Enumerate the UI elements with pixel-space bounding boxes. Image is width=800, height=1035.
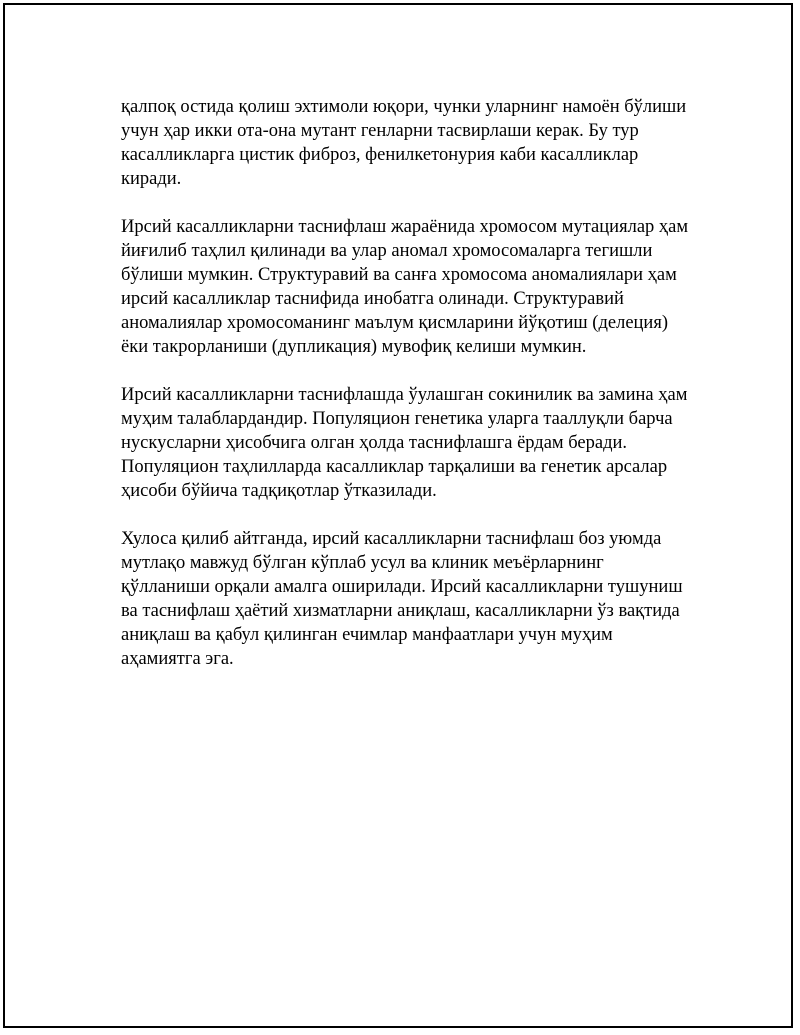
text-line: касалликларга цистик фиброз, фенилкетонурия каби касалликлар <box>121 145 639 165</box>
text-line: киради. <box>121 169 182 189</box>
text-line: Ирсий касалликларни таснифлаш жараёнида хромосом мутациялар ҳам <box>121 217 689 237</box>
text-line: ва таснифлаш ҳаётий хизматларни аниқлаш, касалликларни ўз вақтида <box>121 601 680 621</box>
text-line: аномалиялар хромосоманинг маълум қисмларини йўқотиш (делеция) <box>121 313 669 333</box>
text-line: Хулоса қилиб айтганда, ирсий касалликларни таснифлаш боз уюмда <box>121 529 662 549</box>
text-line: учун ҳар икки ота-она мутант генларни тасвирлаши керак. Бу тур <box>121 121 639 141</box>
text-line: ирсий касалликлар таснифида инобатга олинади. Структуравий <box>121 289 624 309</box>
text-line: Ирсий касалликларни таснифлашда ўулашган сокинилик ва замина ҳам <box>121 385 688 405</box>
text-line: бўлиши мумкин. Структуравий ва санға хромосома аномалиялари ҳам <box>121 265 677 285</box>
text-line: мутлақо мавжуд бўлган кўплаб усул ва клиник меъёрларнинг <box>121 553 604 573</box>
document-body <box>121 95 701 695</box>
text-line: аниқлаш ва қабул қилинган ечимлар манфаатлари учун муҳим <box>121 625 613 645</box>
text-line: йиғилиб таҳлил қилинади ва улар аномал хромосомаларга тегишли <box>121 241 653 261</box>
paragraph-2 <box>121 215 701 359</box>
text-line: муҳим талаблардандир. Популяцион генетика уларга тааллуқли барча <box>121 409 673 429</box>
paragraph-3 <box>121 383 701 503</box>
text-line: ёки такрорланиши (дупликация) мувофиқ келиши мумкин. <box>121 337 587 357</box>
document-page <box>3 3 793 1028</box>
text-line: ҳисоби бўйича тадқиқотлар ўтказилади. <box>121 481 437 501</box>
text-line: қўлланиши орқали амалга оширилади. Ирсий касалликларни тушуниш <box>121 577 683 597</box>
text-line: Популяцион таҳлилларда касалликлар тарқалиши ва генетик арсалар <box>121 457 668 477</box>
text-line: аҳамиятга эга. <box>121 649 234 669</box>
paragraph-1 <box>121 95 701 191</box>
text-line: қалпоқ остида қолиш эхтимоли юқори, чунки уларнинг намоён бўлиши <box>121 97 687 117</box>
paragraph-4 <box>121 527 701 671</box>
text-line: нускусларни ҳисобчига олган ҳолда таснифлашга ёрдам беради. <box>121 433 628 453</box>
